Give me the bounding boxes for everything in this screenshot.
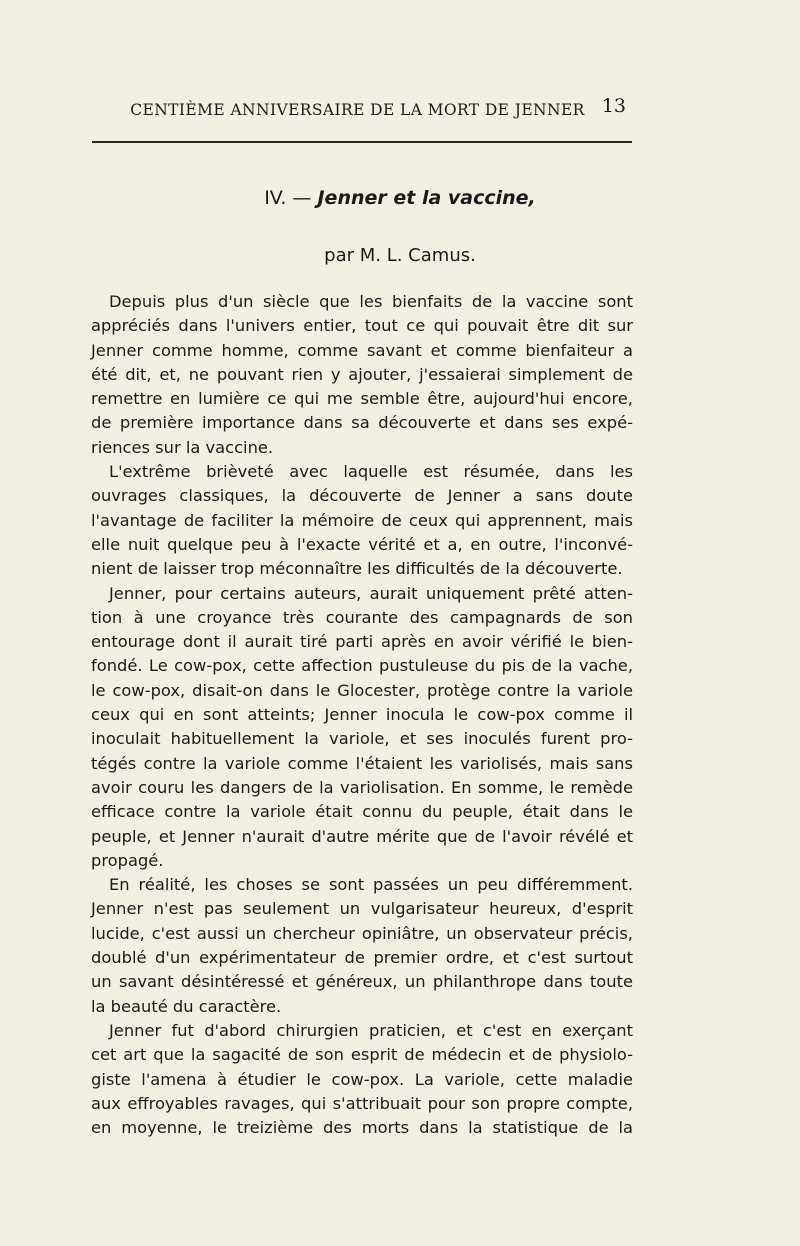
text-line: inoculait habituellement la variole, et ses inoculés furent pro- [91,729,633,749]
text-line: aux effroyables ravages, qui s'attribuait pour son propre compte, [91,1093,633,1113]
text-line: entourage dont il aurait tiré parti après en avoir vérifié le bien- [91,632,633,652]
text-line: nient de laisser trop méconnaître les difficultés de la découverte. [91,559,623,579]
header-rule [92,141,632,143]
text-line: giste l'amena à étudier le cow-pox. La variole, cette maladie [91,1069,633,1089]
text-line: Jenner fut d'abord chirurgien praticien, et c'est en exerçant [109,1020,633,1040]
text-line: de première importance dans sa découverte et dans ses expé- [91,413,633,433]
text-line: le cow-pox, disait-on dans le Glocester, protège contre la variole [91,680,633,700]
text-line: riences sur la vaccine. [91,437,274,457]
running-head [90,95,630,127]
text-line: été dit, et, ne pouvant rien y ajouter, j'essaierai simplement de [91,364,633,384]
text-line: avoir couru les dangers de la variolisation. En somme, le remède [91,777,633,797]
page-number: 13 [601,95,626,117]
author-byline: par M. L. Camus. [324,245,476,266]
text-line: l'avantage de faciliter la mémoire de ceux qui apprennent, mais [91,510,633,530]
text-line: lucide, c'est aussi un chercheur opiniâtre, un observateur précis, [91,923,633,943]
text-line: Jenner, pour certains auteurs, aurait uniquement prêté atten- [109,583,633,603]
section-heading [0,187,800,209]
text-line: En réalité, les choses se sont passées un peu différemment. [109,875,633,895]
text-line: tégés contre la variole comme l'étaient les variolisés, mais sans [91,753,633,773]
text-line: ceux qui en sont atteints; Jenner inocula le cow-pox comme il [91,705,633,725]
running-title: CENTIÈME ANNIVERSAIRE DE LA MORT DE JENNER [130,101,585,119]
text-line: appréciés dans l'univers entier, tout ce qui pouvait être dit sur [91,316,633,336]
text-line: cet art que la sagacité de son esprit de médecin et de physiolo- [91,1045,633,1065]
text-line: propagé. [91,850,164,870]
text-line: elle nuit quelque peu à l'exacte vérité et a, en outre, l'inconvé- [91,534,633,554]
text-line: doublé d'un expérimentateur de premier ordre, et c'est surtout [91,948,633,968]
section-number: IV. — [264,187,318,209]
text-line: tion à une croyance très courante des campagnards de son [91,607,633,627]
text-line: ouvrages classiques, la découverte de Jenner a sans doute [91,486,633,506]
text-line: Jenner comme homme, comme savant et comme bienfaiteur a [91,340,633,360]
text-line: fondé. Le cow-pox, cette affection pustuleuse du pis de la vache, [91,656,633,676]
text-line: peuple, et Jenner n'aurait d'autre mérite que de l'avoir révélé et [91,826,633,846]
section-title: Jenner et la vaccine, [317,187,536,209]
text-line: L'extrême brièveté avec laquelle est résumée, dans les [109,462,633,482]
text-line: Jenner n'est pas seulement un vulgarisateur heureux, d'esprit [91,899,633,919]
text-line: Depuis plus d'un siècle que les bienfaits de la vaccine sont [109,292,633,311]
text-line: remettre en lumière ce qui me semble être, aujourd'hui encore, [91,389,633,409]
body-text [91,290,633,1140]
text-line: en moyenne, le treizième des morts dans la statistique de la [91,1118,633,1138]
text-line: la beauté du caractère. [91,996,282,1016]
text-line: efficace contre la variole était connu du peuple, était dans le [91,802,633,822]
text-line: un savant désintéressé et généreux, un philanthrope dans toute [91,972,633,992]
